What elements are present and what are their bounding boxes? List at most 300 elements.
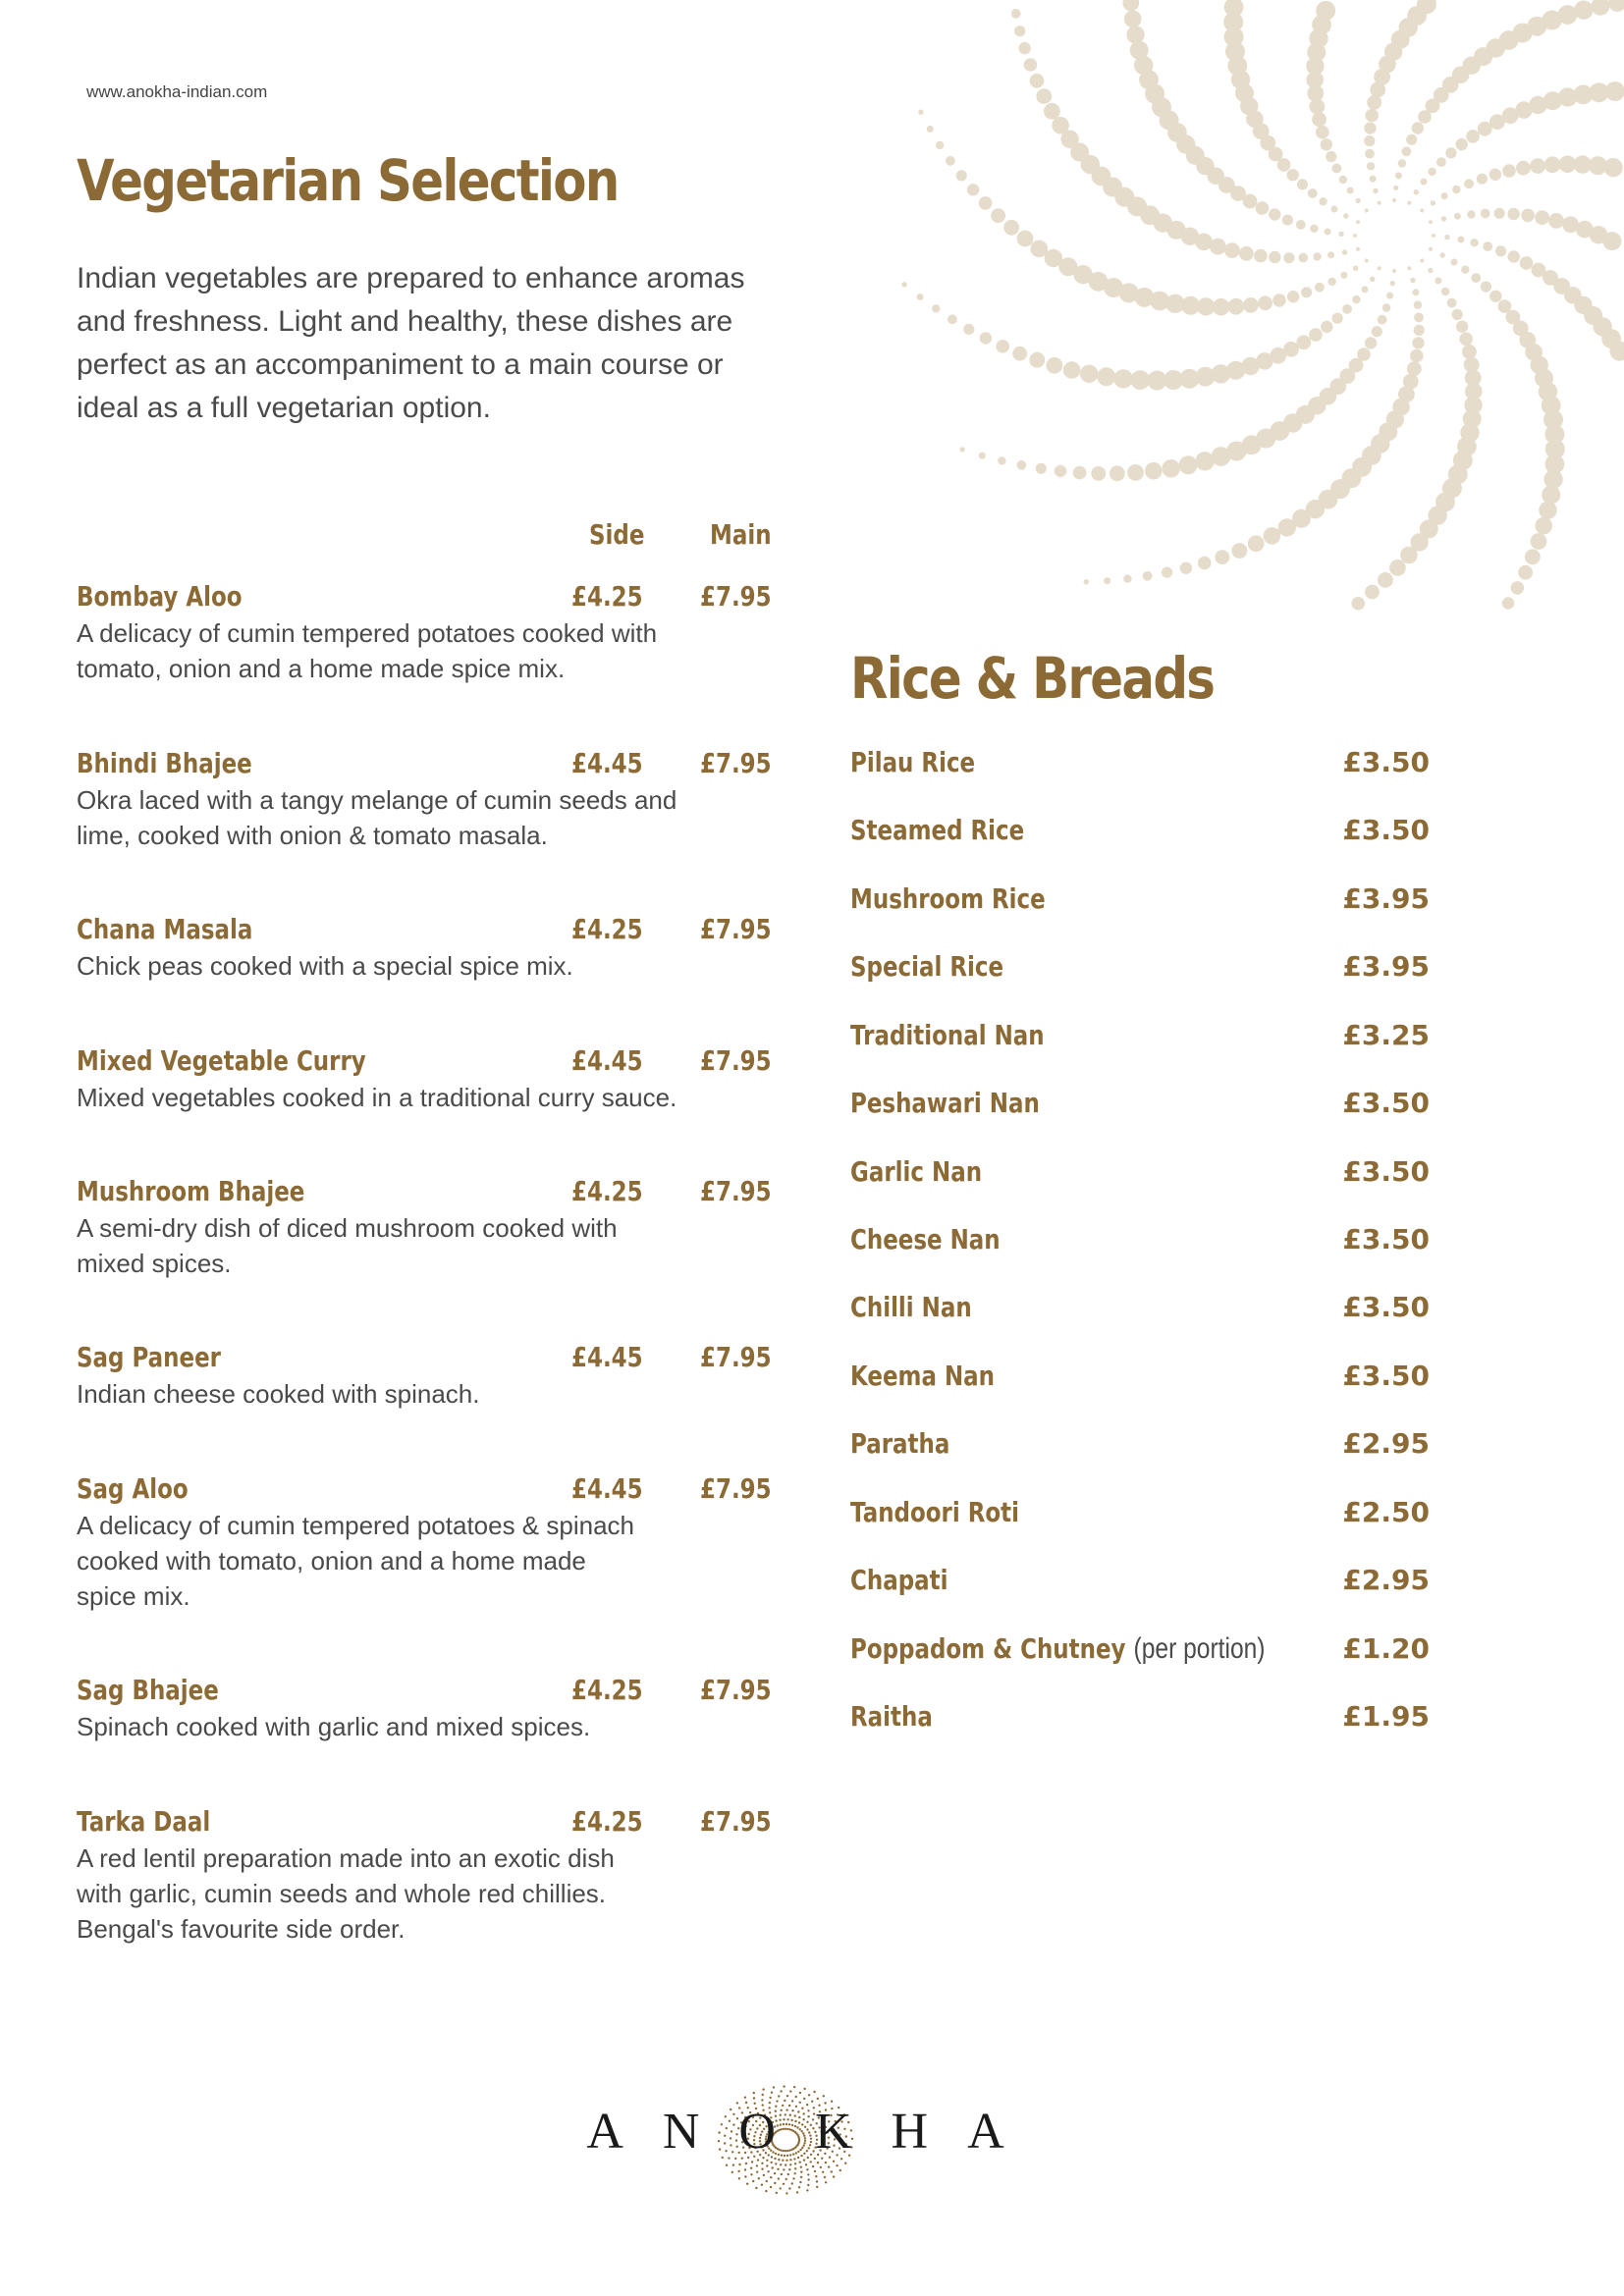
decoration-dot — [1218, 177, 1235, 193]
decoration-dot — [1180, 562, 1192, 574]
decoration-dot — [1215, 550, 1229, 564]
logo-dot — [738, 2177, 740, 2179]
decoration-dot — [1163, 459, 1180, 477]
decoration-dot — [998, 456, 1005, 464]
brand-logo: ANOKHA — [586, 2104, 1044, 2160]
logo-dot — [796, 2191, 798, 2193]
decoration-dot — [1162, 567, 1172, 578]
logo-dot — [767, 2170, 769, 2172]
logo-dot — [756, 2171, 758, 2173]
item-price: £3.95 — [1342, 882, 1430, 915]
logo-dot — [794, 2167, 796, 2169]
decoration-dot — [1452, 186, 1460, 193]
main-price: £7.95 — [700, 1044, 772, 1077]
item-name: Peshawari Nan — [850, 1087, 1040, 1119]
decoration-dot — [1167, 221, 1186, 240]
decoration-dot — [1181, 296, 1200, 315]
item-price: £3.50 — [1342, 1223, 1430, 1255]
decoration-dot — [1092, 167, 1111, 187]
logo-dot — [813, 2091, 815, 2093]
decoration-dot — [1283, 252, 1294, 263]
logo-dot — [773, 2086, 775, 2088]
decoration-dot — [1456, 138, 1468, 150]
decoration-dot — [1063, 361, 1081, 379]
decoration-dot — [1186, 146, 1205, 165]
logo-dot — [783, 2183, 785, 2185]
decoration-dot — [1531, 356, 1548, 374]
decoration-dot — [1452, 309, 1463, 320]
decoration-dot — [1227, 56, 1247, 76]
decoration-dot — [1399, 18, 1418, 36]
decoration-dot — [1195, 234, 1213, 251]
decoration-dot — [1506, 310, 1521, 325]
logo-dot — [738, 2163, 740, 2165]
decoration-dot — [1331, 206, 1338, 213]
logo-dot — [761, 2099, 763, 2101]
decoration-dot — [1407, 361, 1422, 376]
menu-item — [850, 814, 1430, 853]
logo-dot — [753, 2097, 755, 2099]
logo-dot — [812, 2165, 814, 2167]
dish-name: Mushroom Bhajee — [77, 1175, 305, 1207]
item-price: £3.50 — [1342, 746, 1430, 778]
decoration-dot — [1465, 383, 1483, 400]
decoration-dot — [1253, 123, 1270, 139]
side-price: £4.25 — [571, 1805, 643, 1838]
logo-dot — [807, 2173, 809, 2175]
logo-dot — [807, 2178, 809, 2180]
decoration-dot — [1508, 250, 1520, 262]
decoration-dot — [1154, 214, 1172, 233]
decoration-dot — [1269, 208, 1280, 220]
decoration-dot — [901, 282, 906, 287]
decoration-dot — [927, 126, 934, 133]
decoration-dot — [1325, 229, 1331, 236]
logo-dot — [820, 2166, 822, 2168]
decoration-dot — [1283, 413, 1302, 432]
logo-dot — [751, 2161, 753, 2163]
decoration-dot — [1531, 533, 1547, 550]
decoration-dot — [1356, 247, 1360, 251]
decoration-dot — [996, 340, 1009, 353]
decoration-dot — [1353, 266, 1358, 271]
decoration-dot — [1210, 239, 1226, 255]
decoration-dot — [1073, 265, 1092, 284]
logo-dot — [800, 2176, 802, 2178]
decoration-dot — [1378, 266, 1381, 270]
decoration-dot — [1045, 249, 1062, 267]
logo-dot — [761, 2163, 763, 2164]
logo-dot — [787, 2173, 789, 2175]
logo-dot — [763, 2174, 765, 2176]
decoration-dot — [1591, 0, 1609, 16]
side-price: £4.45 — [571, 1044, 643, 1077]
decoration-dot — [956, 170, 967, 181]
decoration-dot — [979, 453, 986, 459]
item-price: £3.50 — [1342, 814, 1430, 846]
logo-dot — [786, 2095, 788, 2097]
decoration-dot — [1602, 232, 1621, 250]
menu-item — [850, 1564, 1430, 1603]
decoration-dot — [980, 332, 992, 344]
logo-dot — [806, 2189, 808, 2191]
decoration-dot — [1418, 110, 1432, 124]
decoration-dot — [1228, 298, 1245, 315]
decoration-dot — [1441, 216, 1446, 221]
decoration-dot — [1269, 251, 1280, 263]
decoration-dot — [1362, 446, 1381, 465]
item-name: Paratha — [850, 1427, 950, 1460]
decoration-dot — [1264, 527, 1281, 545]
decoration-dot — [1364, 135, 1375, 146]
item-name: Raitha — [850, 1700, 933, 1733]
decoration-dot — [1402, 146, 1412, 156]
decoration-dot — [1164, 370, 1183, 390]
decoration-dot — [1179, 455, 1198, 474]
logo-dot — [765, 2190, 767, 2192]
decoration-dot — [1374, 69, 1390, 85]
menu-item — [850, 1291, 1430, 1330]
decoration-dot — [1590, 82, 1609, 102]
item-name: Traditional Nan — [850, 1019, 1045, 1051]
decoration-dot — [1543, 410, 1563, 430]
decoration-dot — [1460, 423, 1479, 442]
side-price: £4.45 — [571, 747, 643, 779]
decoration-dot — [967, 184, 979, 195]
decoration-dot — [1516, 161, 1531, 176]
decoration-dot — [1338, 232, 1343, 237]
decoration-dot — [1365, 585, 1380, 600]
logo-dot — [803, 2088, 805, 2090]
decoration-dot — [1414, 325, 1425, 336]
vegetarian-title: Vegetarian Selection — [77, 147, 619, 214]
decoration-dot — [1308, 188, 1318, 198]
menu-item — [850, 1700, 1430, 1739]
decoration-dot — [1297, 179, 1308, 189]
decoration-dot — [1246, 110, 1264, 128]
decoration-dot — [1140, 205, 1160, 225]
decoration-dot — [1389, 560, 1406, 576]
decoration-dot — [946, 156, 955, 166]
decoration-dot — [991, 208, 1005, 223]
decoration-dot — [1452, 67, 1470, 84]
logo-dot — [807, 2184, 809, 2186]
item-price: £3.50 — [1342, 1155, 1430, 1188]
decoration-dot — [1197, 297, 1215, 315]
decoration-dot — [1445, 147, 1456, 158]
item-price: £2.95 — [1342, 1427, 1430, 1460]
decoration-dot — [1513, 321, 1529, 337]
decoration-dot — [1196, 157, 1214, 175]
decoration-dot — [1272, 294, 1286, 307]
decoration-dot — [1248, 535, 1265, 552]
decoration-dot — [1605, 81, 1624, 101]
item-name-text: Poppadom & Chutney — [850, 1632, 1126, 1665]
logo-dot — [799, 2181, 801, 2183]
decoration-dot — [1355, 198, 1360, 203]
logo-dot — [771, 2162, 773, 2163]
item-price: £3.95 — [1342, 950, 1430, 983]
decoration-dot — [1414, 313, 1424, 323]
decoration-dot — [1379, 56, 1396, 74]
menu-item — [850, 1155, 1430, 1195]
item-price: £3.50 — [1342, 1087, 1430, 1119]
decoration-dot — [1442, 77, 1459, 93]
decoration-dot — [1365, 259, 1369, 263]
decoration-dot — [1543, 91, 1562, 110]
decoration-dot — [1296, 405, 1315, 424]
decoration-dot — [1412, 337, 1424, 348]
logo-dot — [817, 2098, 819, 2100]
decoration-dot — [1535, 517, 1552, 535]
menu-item — [850, 1427, 1430, 1467]
logo-dot — [794, 2163, 796, 2164]
decoration-dot — [1312, 15, 1331, 34]
dish-name: Bombay Aloo — [77, 580, 243, 613]
decoration-dot — [1145, 462, 1163, 480]
decoration-dot — [1451, 259, 1458, 266]
item-price: £2.95 — [1342, 1564, 1430, 1596]
logo-dot — [726, 2164, 728, 2166]
logo-dot — [808, 2094, 810, 2096]
item-price: £2.50 — [1342, 1496, 1430, 1528]
item-price: £1.20 — [1342, 1632, 1430, 1665]
item-price: £3.50 — [1342, 1360, 1430, 1392]
decoration-dot — [1017, 231, 1034, 247]
decoration-dot — [1103, 178, 1122, 197]
decoration-dot — [1518, 565, 1533, 580]
decoration-dot — [936, 141, 944, 149]
decoration-dot — [1282, 215, 1293, 226]
decoration-dot — [1453, 451, 1473, 470]
decoration-dot — [1241, 357, 1259, 375]
decoration-dot — [1029, 352, 1045, 368]
decoration-dot — [1454, 213, 1461, 220]
decoration-dot — [1462, 345, 1477, 359]
decoration-dot — [1457, 237, 1464, 243]
decoration-dot — [1362, 286, 1369, 293]
decoration-dot — [1207, 167, 1224, 185]
decoration-dot — [1477, 174, 1488, 185]
logo-dot — [778, 2177, 780, 2179]
dish-description: Okra laced with a tangy melange of cumin seeds and lime, cooked with onion & tomato masala. — [77, 785, 677, 850]
logo-dot — [785, 2163, 786, 2165]
decoration-dot — [1332, 313, 1343, 324]
decoration-dot — [1502, 597, 1514, 609]
decoration-dot — [1548, 213, 1564, 229]
decoration-dot — [1447, 298, 1457, 308]
vegetarian-intro: Indian vegetables are prepared to enhance aromas and freshness. Light and healthy, these dishes are perfect as an accompaniment to a main course or ideal as a full vegetarian option. — [77, 262, 745, 424]
logo-dot — [833, 2175, 835, 2177]
decoration-dot — [1435, 493, 1455, 512]
dish-description: Indian cheese cooked with spinach. — [77, 1379, 480, 1409]
decoration-dot — [1307, 43, 1326, 62]
item-name: Pilau Rice — [850, 746, 976, 778]
main-price: £7.95 — [700, 1175, 772, 1207]
logo-dot — [781, 2173, 783, 2175]
decoration-dot — [1224, 0, 1244, 17]
decoration-dot — [1370, 277, 1375, 282]
logo-dot — [762, 2088, 764, 2090]
rice-breads-title: Rice & Breads — [850, 645, 1215, 712]
decoration-dot — [1351, 597, 1365, 611]
decoration-dot — [1127, 196, 1147, 216]
decoration-dot — [932, 304, 940, 312]
decoration-dot — [1353, 234, 1357, 238]
decoration-dot — [1070, 143, 1089, 162]
main-price: £7.95 — [700, 747, 772, 779]
decoration-dot — [1494, 208, 1505, 219]
logo-dot — [806, 2168, 808, 2170]
logo-dot — [789, 2090, 791, 2092]
dish-description: A red lentil preparation made into an exotic dish with garlic, cumin seeds and whole red chillies. Bengal's favourite side order. — [77, 1843, 615, 1944]
decoration-dot — [1420, 209, 1424, 213]
decoration-dot — [1414, 189, 1419, 194]
decoration-dot — [1114, 187, 1134, 207]
decoration-dot — [1119, 283, 1139, 302]
decoration-dot — [1543, 470, 1562, 489]
decoration-dot — [1365, 149, 1375, 159]
decoration-dot — [1327, 251, 1334, 258]
decoration-dot — [1499, 30, 1519, 50]
decoration-dot — [1520, 256, 1534, 270]
decoration-dot — [1315, 283, 1325, 293]
logo-dot — [744, 2175, 746, 2177]
decoration-dot — [1407, 266, 1411, 270]
decoration-dot — [1432, 234, 1435, 238]
decoration-dot — [1196, 367, 1216, 387]
logo-dot — [814, 2170, 816, 2172]
decoration-dot — [1465, 370, 1482, 387]
decoration-dot — [1398, 159, 1406, 167]
decoration-dot — [1243, 297, 1259, 313]
decoration-dot — [1058, 257, 1077, 276]
decoration-dot — [1544, 424, 1564, 444]
decoration-dot — [1292, 509, 1311, 528]
main-price: £7.95 — [700, 913, 772, 945]
decoration-dot — [1464, 357, 1480, 373]
decoration-dot — [1464, 179, 1474, 188]
logo-dot — [791, 2182, 793, 2184]
decoration-dot — [1139, 70, 1159, 89]
menu-item — [850, 746, 1430, 785]
decoration-dot — [1539, 502, 1556, 519]
menu-item — [850, 882, 1430, 922]
dish-description: Chick peas cooked with a special spice mix. — [77, 951, 573, 981]
logo-dot — [770, 2186, 772, 2188]
side-column-header: Side — [589, 518, 645, 551]
decoration-dot — [1420, 259, 1424, 263]
decoration-dot — [1298, 253, 1308, 263]
decoration-dot — [1126, 26, 1144, 43]
decoration-dot — [1256, 352, 1273, 370]
decoration-dot — [1367, 162, 1375, 170]
decoration-dot — [1440, 252, 1445, 257]
decoration-dot — [1463, 409, 1482, 428]
menu-item — [850, 1019, 1430, 1058]
decoration-dot — [1047, 357, 1063, 374]
logo-dot — [737, 2170, 739, 2172]
logo-dot — [822, 2171, 824, 2173]
decoration-dot — [1386, 410, 1404, 428]
logo-dot — [762, 2094, 764, 2096]
decoration-dot — [1511, 581, 1525, 595]
dish-description: Spinach cooked with garlic and mixed spices. — [77, 1712, 591, 1741]
dish-name: Tarka Daal — [77, 1805, 211, 1838]
decoration-dot — [1365, 337, 1377, 348]
logo-dot — [775, 2163, 777, 2164]
decoration-dot — [1110, 465, 1125, 481]
decoration-dot — [963, 324, 974, 335]
decoration-dot — [1542, 486, 1560, 505]
decoration-dot — [1123, 574, 1131, 582]
decoration-dot — [947, 314, 957, 324]
decoration-dot — [1384, 43, 1402, 61]
logo-dot — [783, 2168, 785, 2170]
item-name: Chapati — [850, 1564, 948, 1596]
decoration-dot — [1379, 422, 1397, 441]
decoration-dot — [1448, 464, 1468, 484]
decoration-dot — [1364, 122, 1376, 133]
logo-dot — [824, 2176, 826, 2178]
decoration-dot — [1545, 454, 1565, 474]
logo-dot — [825, 2162, 827, 2163]
decoration-dot — [1542, 396, 1561, 415]
decoration-dot — [1414, 300, 1422, 308]
logo-dot — [836, 2164, 838, 2166]
main-price: £7.95 — [700, 1805, 772, 1838]
decoration-dot — [1558, 87, 1577, 106]
decoration-dot — [1483, 241, 1492, 251]
dish-description: A delicacy of cumin tempered potatoes cooked with tomato, onion and a home made spice mix. — [77, 618, 658, 683]
decoration-dot — [1412, 289, 1419, 295]
decoration-dot — [1471, 273, 1481, 283]
decoration-dot — [1024, 58, 1038, 72]
decoration-dot — [1562, 216, 1579, 233]
decoration-dot — [1343, 213, 1348, 218]
decoration-dot — [1372, 326, 1382, 337]
decoration-dot — [1223, 13, 1243, 32]
logo-dot — [770, 2176, 772, 2178]
decoration-dot — [1231, 70, 1250, 88]
decoration-dot — [1309, 99, 1325, 115]
main-price: £7.95 — [700, 1674, 772, 1706]
decoration-dot — [1332, 164, 1342, 174]
decoration-dot — [1370, 82, 1385, 98]
decoration-dot — [1407, 201, 1411, 205]
decoration-dot — [1466, 130, 1480, 143]
item-price: £3.25 — [1342, 1019, 1430, 1051]
logo-dot — [777, 2168, 779, 2170]
decoration-dot — [1283, 342, 1299, 357]
decoration-dot — [1239, 246, 1254, 261]
decoration-dot — [1502, 107, 1519, 124]
decoration-dot — [1603, 158, 1622, 177]
logo-dot — [798, 2186, 800, 2188]
dish-name: Sag Aloo — [77, 1472, 189, 1505]
decoration-dot — [979, 196, 993, 210]
decoration-dot — [1431, 200, 1435, 205]
website-url: www.anokha-indian.com — [86, 82, 268, 101]
decoration-dot — [1258, 295, 1272, 310]
decoration-dot — [1296, 335, 1311, 349]
decoration-dot — [1589, 156, 1607, 175]
decoration-dot — [1457, 437, 1477, 456]
decoration-dot — [1459, 333, 1473, 347]
decoration-dot — [1326, 151, 1336, 162]
logo-dot — [803, 2098, 805, 2100]
decoration-dot — [1392, 198, 1396, 202]
